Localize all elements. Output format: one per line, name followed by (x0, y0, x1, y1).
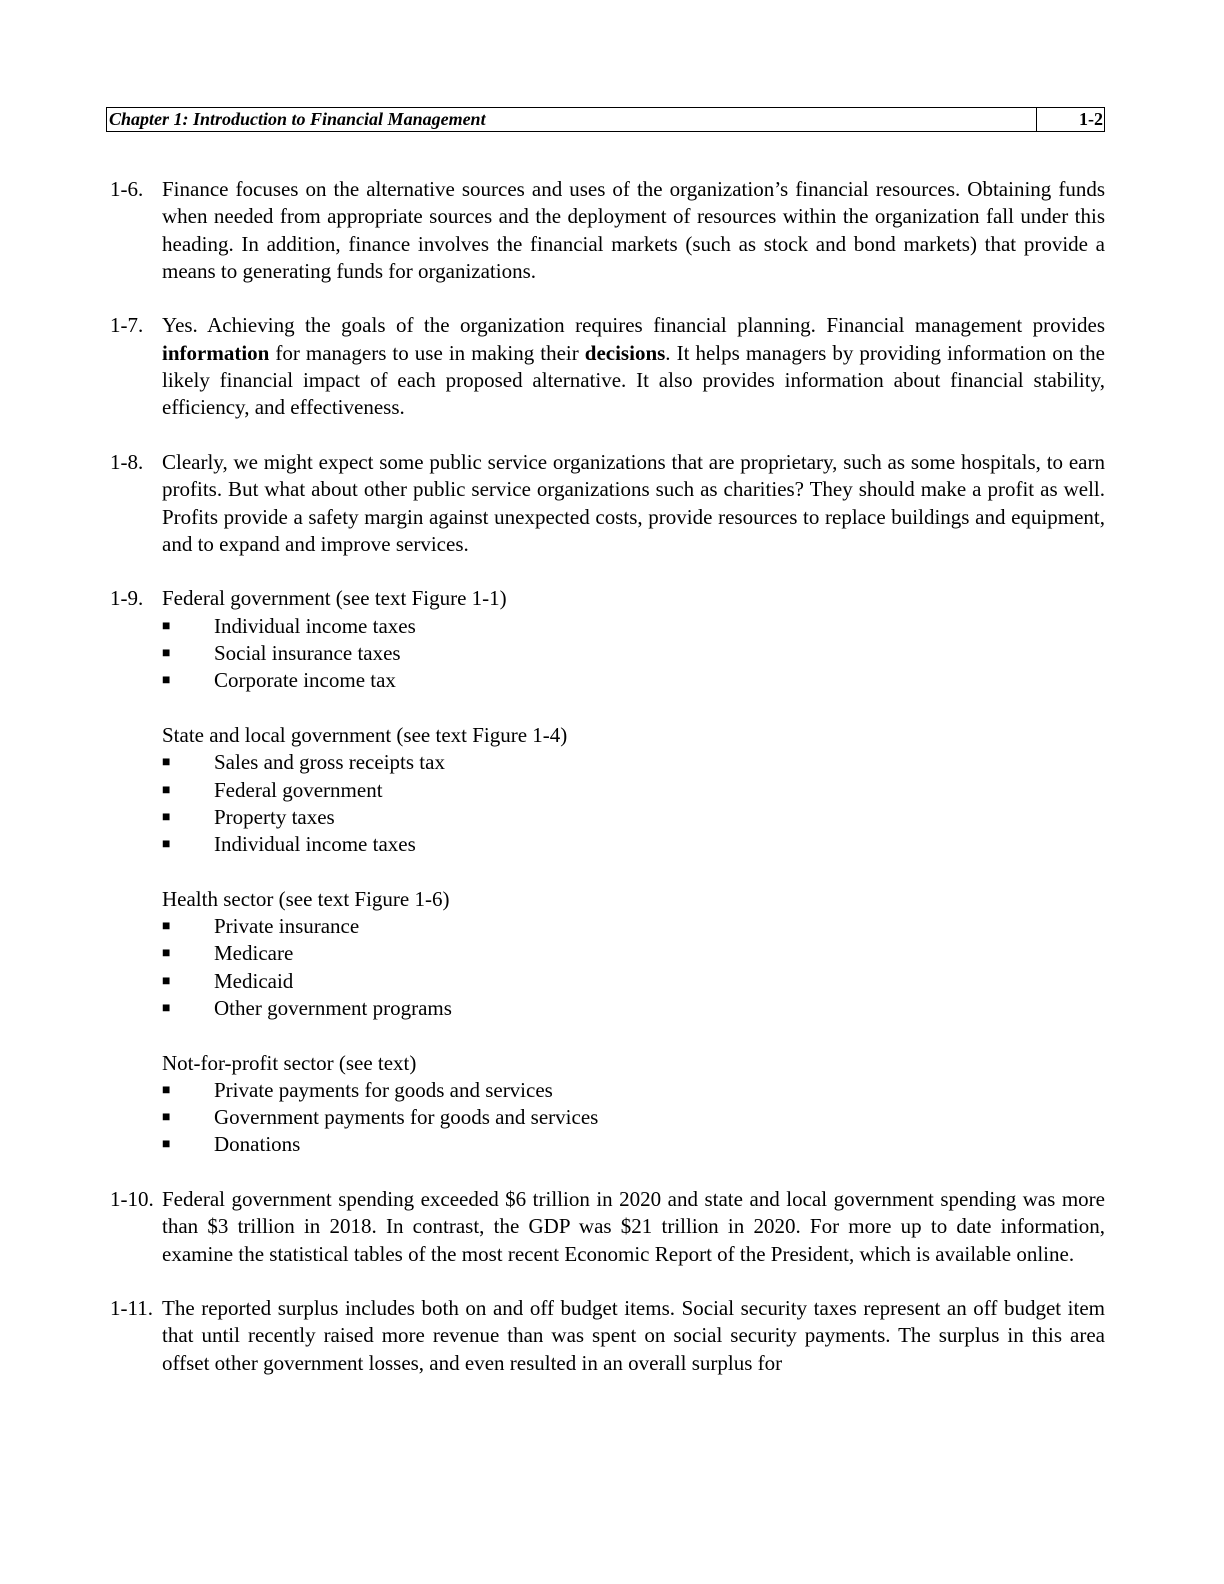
bullet-icon: ■ (162, 673, 171, 689)
bullet-icon: ■ (162, 1000, 171, 1016)
chapter-title: Chapter 1: Introduction to Financial Management (109, 109, 486, 129)
bullet-icon: ■ (162, 618, 171, 634)
answer-text: Finance focuses on the alternative sources and uses of the organization’s financial resources. Obtaining funds when needed from appropriate sources and the deployment of resources within the organization fall under this heading. In addition, finance involves the financial markets (such as stock and bond markets) that provide a means to generating funds for organizations. (162, 177, 1105, 283)
list-item-text: Sales and gross receipts tax (214, 750, 445, 775)
bullet-icon: ■ (162, 755, 171, 771)
answers-content (110, 176, 1105, 1404)
bold-term-decisions: decisions (584, 340, 666, 365)
list-item (162, 1131, 1105, 1158)
list-item (162, 968, 1105, 995)
answer-text: Clearly, we might expect some public service organizations that are proprietary, such as some hospitals, to earn profits. But what about other public service organizations such as charities? They should make a profit as well. Profits provide a safety margin against unexpected costs, provide resources to replace buildings and equipment, and to expand and improve services. (162, 449, 1105, 556)
bullet-icon: ■ (162, 837, 171, 853)
list-item-text: Medicare (214, 941, 294, 966)
list-item-text: Government payments for goods and services (214, 1105, 599, 1130)
list-item (162, 913, 1105, 940)
section-heading-state-local: State and local government (see text Figure 1-4) (162, 722, 568, 747)
bullet-icon: ■ (162, 919, 171, 935)
answer-number: 1-7. (110, 313, 144, 338)
list-item (162, 777, 1105, 804)
chapter-header (106, 107, 1105, 132)
answer-number: 1-6. (110, 177, 144, 201)
bullet-icon: ■ (162, 1137, 171, 1153)
answer-1-11 (110, 1295, 1105, 1377)
bullet-list-federal (162, 613, 1105, 695)
answer-text (162, 312, 1105, 421)
answer-number: 1-10. (110, 1186, 154, 1211)
list-item (162, 1077, 1105, 1104)
list-item-text: Donations (214, 1132, 301, 1157)
text-segment: . It helps managers by providing information on the likely financial impact of each proposed alternative. It also provides information about financial stability, efficiency, and effectiveness. (162, 340, 1105, 420)
list-item (162, 995, 1105, 1022)
bullet-list-not-for-profit (162, 1077, 1105, 1159)
answer-number: 1-9. (110, 586, 144, 611)
list-item (162, 613, 1105, 640)
section-heading-not-for-profit: Not-for-profit sector (see text) (162, 1050, 417, 1075)
text-segment: for managers to use in making their (269, 340, 585, 365)
list-item (162, 667, 1105, 694)
list-item (162, 804, 1105, 831)
answer-1-8 (110, 449, 1105, 558)
answer-1-9 (110, 585, 1105, 1158)
text-segment: Yes. Achieving the goals of the organization requires financial planning. Financial management provides (162, 313, 1105, 338)
bold-term-information: information (162, 340, 270, 365)
list-item-text: Private payments for goods and services (214, 1077, 553, 1102)
answer-1-6 (110, 176, 1105, 285)
bullet-icon: ■ (162, 1082, 171, 1098)
bullet-list-health (162, 913, 1105, 1022)
answer-text: The reported surplus includes both on and off budget items. Social security taxes represent an off budget item that until recently raised more revenue than was spent on social security payments. The surplus in this area offset other government losses, and even resulted in an overall surplus for (162, 1296, 1105, 1375)
answer-1-10 (110, 1186, 1105, 1268)
bullet-icon: ■ (162, 1110, 171, 1126)
answer-number: 1-11. (110, 1296, 153, 1321)
page-number: 1-2 (1036, 108, 1104, 131)
list-item (162, 749, 1105, 776)
bullet-icon: ■ (162, 809, 171, 825)
list-item (162, 940, 1105, 967)
list-item (162, 640, 1105, 667)
bullet-icon: ■ (162, 782, 171, 798)
list-item-text: Social insurance taxes (214, 641, 401, 666)
list-item (162, 1104, 1105, 1131)
list-item-text: Property taxes (214, 804, 335, 829)
list-item-text: Federal government (214, 777, 383, 802)
list-item-text: Corporate income tax (214, 668, 396, 693)
bullet-list-state-local (162, 749, 1105, 858)
list-item-text: Private insurance (214, 914, 360, 939)
answer-text: Federal government spending exceeded $6 trillion in 2020 and state and local government spending was more than $3 trillion in 2018. In contrast, the GDP was $21 trillion in 2020. For more up to date information, examine the statistical tables of the most recent Economic Report of the President, which is available online. (162, 1186, 1105, 1266)
list-item-text: Individual income taxes (214, 613, 416, 638)
list-item (162, 831, 1105, 858)
bullet-icon: ■ (162, 646, 171, 662)
answer-number: 1-8. (110, 449, 144, 474)
answer-1-7 (110, 312, 1105, 421)
list-item-text: Medicaid (214, 968, 294, 993)
bullet-icon: ■ (162, 973, 171, 989)
list-item-text: Other government programs (214, 995, 452, 1020)
list-item-text: Individual income taxes (214, 832, 416, 857)
section-heading-federal: Federal government (see text Figure 1-1) (162, 586, 507, 611)
section-heading-health: Health sector (see text Figure 1-6) (162, 886, 450, 911)
bullet-icon: ■ (162, 946, 171, 962)
